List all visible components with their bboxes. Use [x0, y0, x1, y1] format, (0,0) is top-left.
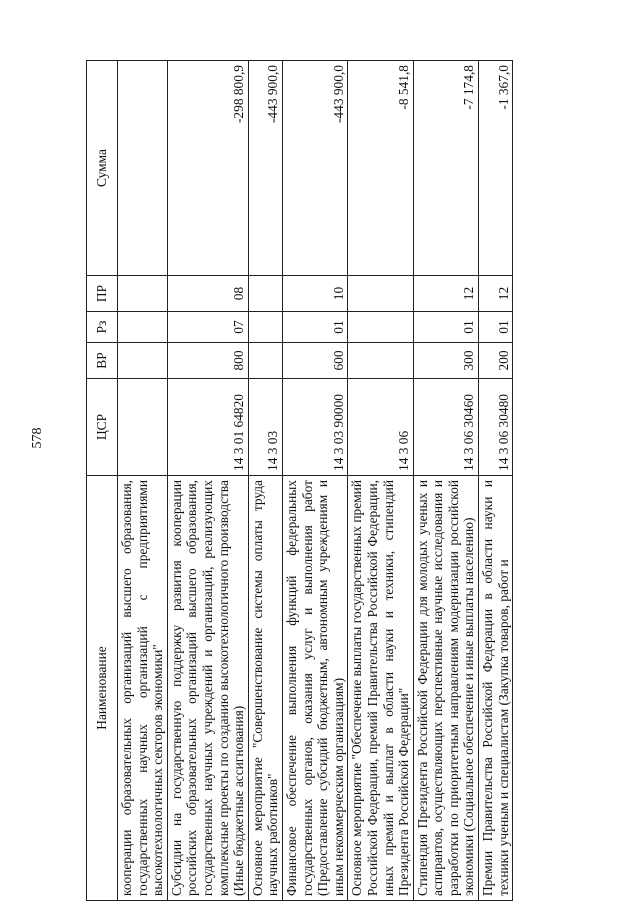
- table-row: [413, 61, 478, 901]
- cell-name: Премии Правительства Российской Федерации в области науки и техники ученым и специалистам (Закупка товаров, работ и: [479, 476, 513, 901]
- cell-pr: [348, 276, 413, 312]
- header-csr: ЦСР: [87, 379, 118, 476]
- cell-sum: -7 174,8: [413, 61, 478, 276]
- cell-csr: 14 3 01 64820: [167, 379, 248, 476]
- cell-vr: 200: [479, 343, 513, 379]
- cell-csr: 14 3 06 30480: [479, 379, 513, 476]
- table-row: [118, 61, 168, 901]
- cell-sum: -8 541,8: [348, 61, 413, 276]
- cell-rz: [118, 312, 168, 343]
- cell-sum: -443 900,0: [248, 61, 282, 276]
- cell-sum: -298 800,9: [167, 61, 248, 276]
- cell-pr: 12: [479, 276, 513, 312]
- header-rz: Рз: [87, 312, 118, 343]
- cell-name: Основное мероприятие "Обеспечение выплаты государственных премий Российской Федерации, премий Правительства Российской Федерации, иных премий и выплат в области науки и техники, стипендий Президента Российской Федерации": [348, 476, 413, 901]
- cell-vr: 600: [282, 343, 347, 379]
- cell-rz: 07: [167, 312, 248, 343]
- cell-vr: [248, 343, 282, 379]
- table-row: [248, 61, 282, 901]
- table-row: [348, 61, 413, 901]
- cell-csr: 14 3 06 30460: [413, 379, 478, 476]
- table-row: [282, 61, 347, 901]
- cell-csr: 14 3 03 90000: [282, 379, 347, 476]
- cell-vr: [348, 343, 413, 379]
- page-number: 578: [30, 427, 45, 449]
- cell-vr: 300: [413, 343, 478, 379]
- cell-pr: [248, 276, 282, 312]
- cell-sum: [118, 61, 168, 276]
- table-header-row: [87, 61, 118, 901]
- cell-rz: 01: [282, 312, 347, 343]
- rotated-table-wrapper: [86, 61, 598, 901]
- cell-name: Субсидии на государственную поддержку развития кооперации российских образовательных организаций высшего образования, государственных научных учреждений и организаций, реализующих комплексные проекты по созданию высокотехнологичного производства (Иные бюджетные ассигнования): [167, 476, 248, 901]
- header-vr: ВР: [87, 343, 118, 379]
- header-pr: ПР: [87, 276, 118, 312]
- header-name: Наименование: [87, 476, 118, 901]
- cell-vr: 800: [167, 343, 248, 379]
- header-sum: Сумма: [87, 61, 118, 276]
- cell-rz: [248, 312, 282, 343]
- cell-sum: -443 900,0: [282, 61, 347, 276]
- cell-pr: [118, 276, 168, 312]
- cell-name: кооперации образовательных организаций высшего образования, государственных научных организаций с предприятиями высокотехнологичных секторов экономики": [118, 476, 168, 901]
- cell-rz: 01: [413, 312, 478, 343]
- cell-pr: 08: [167, 276, 248, 312]
- cell-name: Финансовое обеспечение выполнения функций федеральных государственных органов, оказания услуг и выполнения работ (Предоставление субсидий бюджетным, автономным учреждениям и иным некоммерческим организациям): [282, 476, 347, 901]
- cell-name: Стипендия Президента Российской Федерации для молодых ученых и аспирантов, осуществляющих перспективные научные исследования и разработки по приоритетным направлениям модернизации российской экономики (Социальное обеспечение и иные выплаты населению): [413, 476, 478, 901]
- budget-table: [86, 60, 513, 901]
- cell-name: Основное мероприятие "Совершенствование системы оплаты труда научных работников": [248, 476, 282, 901]
- cell-pr: 10: [282, 276, 347, 312]
- cell-rz: [348, 312, 413, 343]
- cell-pr: 12: [413, 276, 478, 312]
- cell-rz: 01: [479, 312, 513, 343]
- cell-vr: [118, 343, 168, 379]
- cell-csr: 14 3 06: [348, 379, 413, 476]
- cell-sum: -1 367,0: [479, 61, 513, 276]
- table-row: [479, 61, 513, 901]
- cell-csr: 14 3 03: [248, 379, 282, 476]
- cell-csr: [118, 379, 168, 476]
- table-row: [167, 61, 248, 901]
